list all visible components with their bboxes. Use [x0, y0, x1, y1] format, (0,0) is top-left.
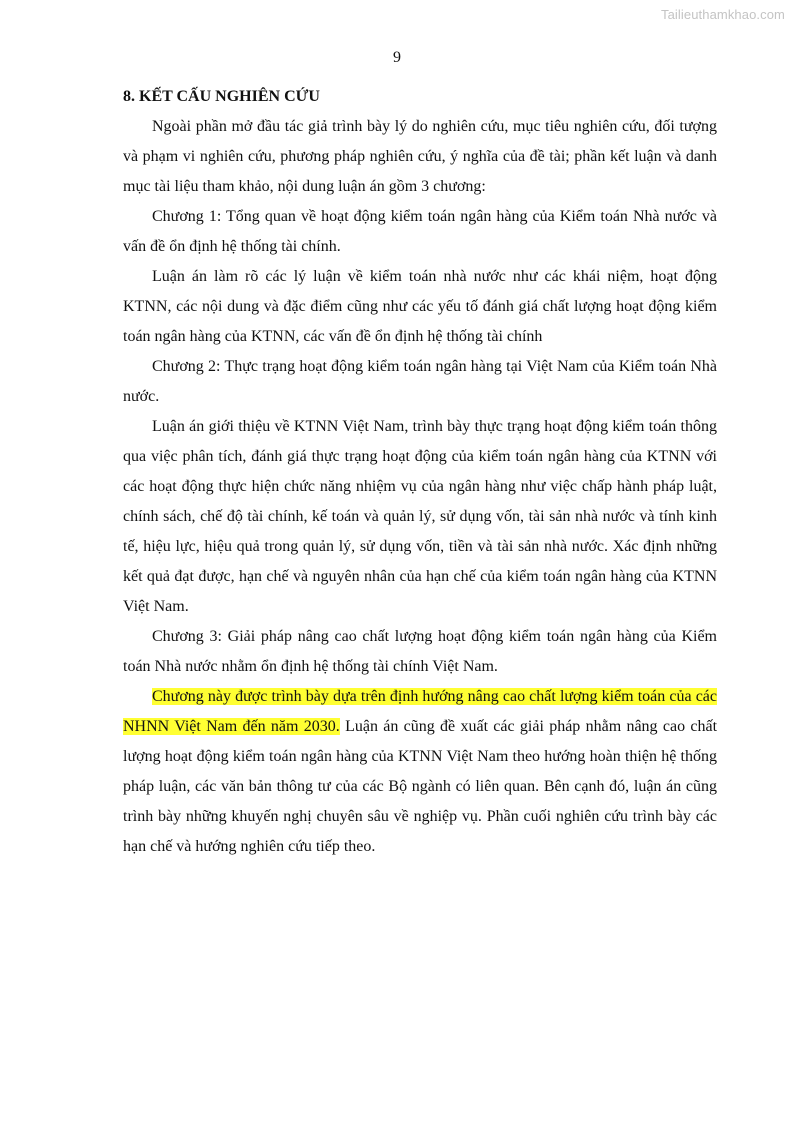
document-body — [123, 82, 717, 862]
paragraph-intro: Ngoài phần mở đầu tác giả trình bày lý do nghiên cứu, mục tiêu nghiên cứu, đối tượng và phạm vi nghiên cứu, phương pháp nghiên cứu, ý nghĩa của đề tài; phần kết luận và danh mục tài liệu tham khảo, nội dung luận án gồm 3 chương: — [123, 118, 717, 195]
paragraph-chapter-2-body: Luận án giới thiệu về KTNN Việt Nam, trình bày thực trạng hoạt động kiểm toán thông qua việc phân tích, đánh giá thực trạng hoạt động của kiểm toán ngân hàng của KTNN với các hoạt động thực hiện chức năng nhiệm vụ của ngân hàng như việc chấp hành pháp luật, chính sách, chế độ tài chính, kế toán và quản lý, sử dụng vốn, tài sản nhà nước và tính kinh tế, hiệu lực, hiệu quả trong quản lý, sử dụng vốn, tiền và tài sản nhà nước. Xác định những kết quả đạt được, hạn chế và nguyên nhân của hạn chế của kiểm toán ngân hàng của KTNN Việt Nam. — [123, 418, 717, 615]
paragraph-chapter-3-body — [123, 682, 717, 862]
paragraph-chapter-3-title: Chương 3: Giải pháp nâng cao chất lượng hoạt động kiểm toán ngân hàng của Kiểm toán Nhà nước nhằm ổn định hệ thống tài chính Việt Nam. — [123, 628, 717, 675]
paragraph-chapter-2-title: Chương 2: Thực trạng hoạt động kiểm toán ngân hàng tại Việt Nam của Kiểm toán Nhà nước. — [123, 358, 717, 405]
highlighted-text: Chương này được trình bày dựa trên định hướng nâng cao chất lượng kiểm toán của các NHNN Việt Nam đến năm 2030. — [123, 688, 717, 735]
paragraph-text: Luận án cũng đề xuất các giải pháp nhằm nâng cao chất lượng hoạt động kiểm toán ngân hàng của KTNN Việt Nam theo hướng hoàn thiện hệ thống pháp luận, các văn bản thông tư của các Bộ ngành có liên quan. Bên cạnh đó, luận án cũng trình bày những khuyến nghị chuyên sâu về nghiệp vụ. Phần cuối nghiên cứu trình bày các hạn chế và hướng nghiên cứu tiếp theo. — [123, 718, 718, 855]
page-number: 9 — [393, 49, 401, 66]
paragraph-chapter-1-body: Luận án làm rõ các lý luận về kiểm toán nhà nước như các khái niệm, hoạt động KTNN, các nội dung và đặc điểm cũng như các yếu tố đánh giá chất lượng hoạt động kiểm toán ngân hàng của KTNN, các vấn đề ổn định hệ thống tài chính — [123, 268, 717, 345]
section-heading: 8. KẾT CẤU NGHIÊN CỨU — [123, 88, 320, 105]
paragraph-chapter-1-title: Chương 1: Tổng quan về hoạt động kiểm toán ngân hàng của Kiểm toán Nhà nước và vấn đề ổn định hệ thống tài chính. — [123, 208, 717, 255]
watermark: Tailieuthamkhao.com — [660, 7, 785, 22]
